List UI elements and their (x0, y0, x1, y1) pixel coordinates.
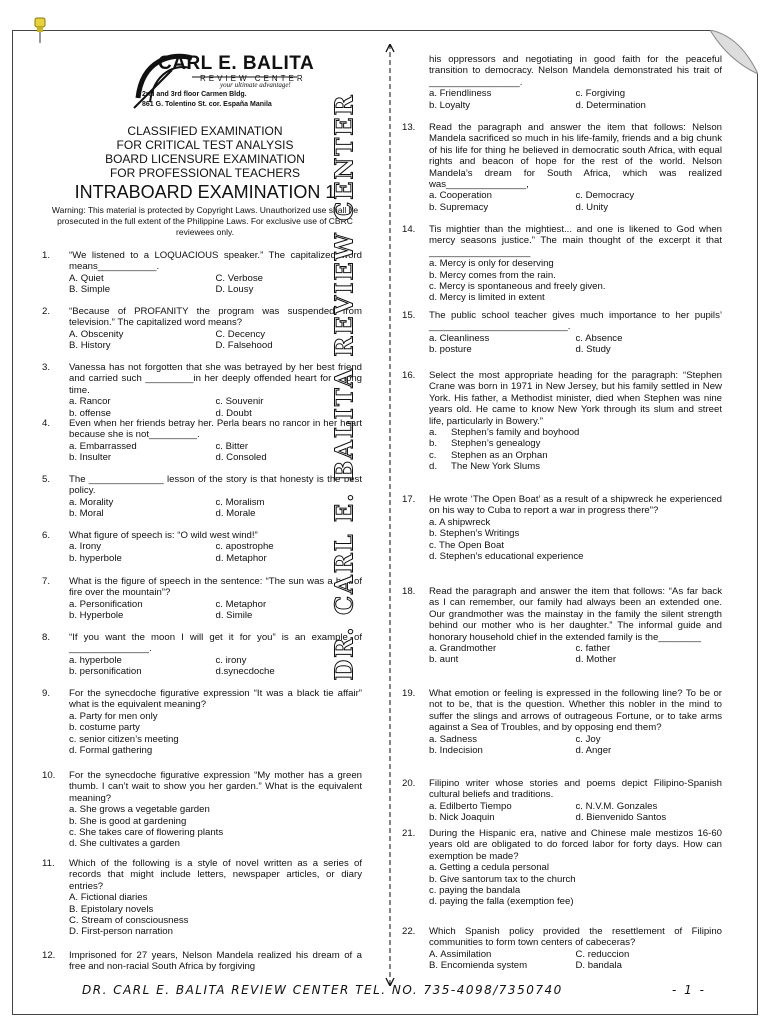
question-number: 1. (42, 250, 51, 261)
question-number: 4. (42, 418, 51, 429)
answer-option: A. Obscenity (69, 328, 124, 340)
answer-options (69, 329, 362, 352)
question-text: Tis mightier than the mightiest... and one is likened to God when mercy seasons justice.” The main thought of the excerpt it that ___________________ (429, 224, 722, 258)
answer-option: b. costume party (69, 722, 140, 734)
answer-option: d. Simile (215, 610, 253, 622)
answer-option: B. History (69, 340, 111, 352)
answer-option: c. Souvenir (215, 396, 264, 408)
question-number: 13. (402, 122, 416, 133)
answer-option: c. She takes care of flowering plants (69, 827, 224, 839)
answer-option: a. Personification (69, 598, 143, 610)
answer-option: b. Supremacy (429, 201, 489, 213)
question-number: 16. (402, 370, 416, 381)
answer-option: b. Stephen’s Writings (429, 528, 520, 540)
question-number: 7. (42, 576, 51, 587)
answer-option: d. (429, 461, 438, 473)
page-number: - 1 - (672, 983, 706, 997)
answer-option: a. Cooperation (429, 190, 492, 202)
question-21 (402, 828, 722, 908)
logo-tagline: your ultimate advantage! (220, 81, 291, 89)
answer-option: b. Give santorum tax to the church (429, 873, 576, 885)
question-text: “If you want the moon I will get it for you” is an example of _______________. (69, 632, 362, 655)
address (142, 90, 272, 110)
header-line-2: FOR CRITICAL TEST ANALYSIS (116, 138, 294, 152)
answer-option: c. apostrophe (215, 541, 274, 553)
answer-option: c. irony (215, 654, 247, 666)
answer-option: c. Moralism (215, 496, 265, 508)
question-text: Imprisoned for 27 years, Nelson Mandela realized his dream of a free and non-racial South Africa by forgiving (69, 950, 362, 973)
question-1 (42, 250, 362, 296)
question-text: He wrote ‘The Open Boat’ as a result of a shipwreck he experienced on his way to Cuba to report a war in progress there”? (429, 494, 722, 517)
question-text: Select the most appropriate heading for the paragraph: “Stephen Crane was born in 1971 in New Jersey, but his family settled in New York. His father, a Methodist minister, died when Stephen was nine years old. He came to know New York through its slum and street life, particularly in Bowery.” (429, 370, 722, 427)
header-line-4: FOR PROFESSIONAL TEACHERS (109, 166, 301, 180)
watermark-text: DR. CARL E. BALITA REVIEW CENTER (329, 93, 359, 681)
answer-option: a. Irony (69, 541, 101, 553)
answer-option: a. Morality (69, 496, 114, 508)
question-18 (402, 586, 722, 666)
question-number: 9. (42, 688, 51, 699)
answer-option: b. offense (69, 407, 111, 419)
answer-options (429, 258, 722, 304)
answer-option: b. aunt (429, 654, 459, 666)
question-2 (42, 306, 362, 352)
question-6 (42, 530, 362, 564)
answer-option: The New York Slums (451, 461, 541, 473)
question-text: Which of the following is a style of novel written as a series of records that might include letters, newspaper articles, or diary entries? (69, 858, 362, 892)
answer-options (429, 517, 722, 563)
logo-subtitle: REVIEW CENTER (200, 74, 306, 83)
answer-option: D. First-person narration (69, 926, 173, 938)
answer-option: d. Formal gathering (69, 745, 153, 757)
answer-option: a. Friendliness (429, 88, 492, 100)
question-text: What is the figure of speech in the sentence: “The sun was a ball of fire over the mountain”? (69, 576, 362, 599)
answer-option: Stephen’s family and boyhood (451, 427, 580, 439)
question-number: 6. (42, 530, 51, 541)
question-text: For the synecdoche figurative expression “My mother has a green thumb. I can’t wait to show you her garden.” What is the equivalent meaning? (69, 770, 362, 804)
answer-option: d. Mercy is limited in extent (429, 292, 545, 304)
question-9 (42, 688, 362, 756)
answer-options (69, 441, 362, 464)
answer-option: A. Assimilation (429, 948, 492, 960)
answer-option: c. senior citizen’s meeting (69, 733, 179, 745)
question-text: Read the paragraph and answer the item that follows: “As far back as I can remember, our family had always been an extended one. Our grandmother was the mainstay in the family the silent strength behind our mother who is her daughter.” The informal guide and honorary household chief in the extended family is the________ (429, 586, 722, 643)
answer-option: c. Mercy is spontaneous and freely given. (429, 281, 606, 293)
answer-option: c. Metaphor (215, 598, 267, 610)
answer-option: B. Epistolary novels (69, 903, 154, 915)
answer-option: B. Encomienda system (429, 960, 528, 972)
question-number: 20. (402, 778, 416, 789)
question-text: “We listened to a LOQUACIOUS speaker.” The capitalized word means___________. (69, 250, 362, 273)
answer-options (429, 734, 722, 757)
answer-options (69, 541, 362, 564)
question-16 (402, 370, 722, 473)
answer-option: d. Anger (575, 745, 612, 757)
answer-option: a. (429, 427, 438, 439)
answer-option: b. Nick Joaquin (429, 812, 495, 824)
answer-options (69, 804, 362, 850)
answer-options (429, 333, 722, 356)
answer-option: d. paying the falla (exemption fee) (429, 896, 574, 908)
answer-option: a. Party for men only (69, 710, 158, 722)
question-12-continued (429, 54, 722, 111)
question-text: What emotion or feeling is expressed in the following line? To be or not to be, that is the question. Whether this nobler in the mind to suffer the slings and arrows of outrageous Fortune, or to take arms against a Sea of Troubles, and by opposing end them? (429, 688, 722, 734)
question-4 (42, 418, 362, 464)
answer-options (429, 801, 722, 824)
question-number: 11. (42, 858, 55, 869)
answer-option: a. Grandmother (429, 643, 497, 655)
answer-option: D. Lousy (215, 284, 254, 296)
question-text: For the synecdoche figurative expression “It was a black tie affair” what is the equivalent meaning? (69, 688, 362, 711)
question-10 (42, 770, 362, 850)
answer-option: a. Rancor (69, 396, 111, 408)
answer-options (429, 949, 722, 972)
question-number: 19. (402, 688, 416, 699)
answer-options (429, 190, 722, 213)
answer-option: b. Insulter (69, 452, 112, 464)
question-number: 10. (42, 770, 56, 781)
exam-title: INTRABOARD EXAMINATION 1 (74, 182, 336, 202)
answer-options (429, 643, 722, 666)
question-number: 2. (42, 306, 51, 317)
answer-option: A. Quiet (69, 272, 104, 284)
question-8 (42, 632, 362, 678)
answer-option: c. father (575, 643, 611, 655)
answer-option: c. The Open Boat (429, 539, 505, 551)
answer-option: C. Decency (215, 328, 266, 340)
question-19 (402, 688, 722, 756)
footer-text: DR. CARL E. BALITA REVIEW CENTER TEL. NO. 735-4098/7350740 (82, 983, 563, 997)
answer-option: c. Democracy (575, 190, 635, 202)
answer-option: C. Verbose (215, 272, 263, 284)
question-text: Filipino writer whose stories and poems depict Filipino-Spanish cultural beliefs and traditions. (429, 778, 722, 801)
answer-option: a. Embarrassed (69, 440, 137, 452)
answer-option: b. posture (429, 344, 472, 356)
answer-option: a. Getting a cedula personal (429, 862, 550, 874)
answer-option: b. She is good at gardening (69, 815, 187, 827)
answer-option: a. Cleanliness (429, 332, 490, 344)
answer-option: d. Unity (575, 201, 609, 213)
answer-option: b. Moral (69, 508, 104, 520)
answer-option: a. Mercy is only for deserving (429, 258, 554, 270)
vertical-watermark (329, 93, 359, 681)
answer-option: c. Forgiving (575, 88, 626, 100)
header-line-3: BOARD LICENSURE EXAMINATION (105, 152, 305, 166)
question-number: 17. (402, 494, 416, 505)
question-number: 21. (402, 828, 416, 839)
question-text: “Because of PROFANITY the program was suspended from television.” The capitalized word means? (69, 306, 362, 329)
answer-option: d. Doubt (215, 407, 252, 419)
answer-option: b. Hyperbole (69, 610, 124, 622)
answer-option: b. Indecision (429, 745, 483, 757)
column-divider (385, 44, 395, 986)
question-5 (42, 474, 362, 520)
answer-options (69, 655, 362, 678)
answer-option: c. Absence (575, 332, 623, 344)
answer-options (69, 892, 362, 938)
question-number: 18. (402, 586, 416, 597)
answer-option: b. Loyalty (429, 99, 471, 111)
answer-option: d. Mother (575, 654, 617, 666)
question-13 (402, 122, 722, 213)
answer-option: d. Morale (215, 508, 256, 520)
address-line-1: 2nd and 3rd floor Carmen Bldg. (142, 91, 247, 98)
answer-option: D. Falsehood (215, 340, 273, 352)
answer-option: d. Study (575, 344, 611, 356)
question-number: 12. (42, 950, 56, 961)
question-number: 3. (42, 362, 51, 373)
question-text: During the Hispanic era, native and Chinese male mestizos 16-60 years old are obligated to do forced labor for forty days. How can exemption be made? (429, 828, 722, 862)
answer-options (429, 88, 722, 111)
question-11 (42, 858, 362, 938)
question-17 (402, 494, 722, 562)
question-number: 5. (42, 474, 51, 485)
answer-option: b. hyperbole (69, 552, 122, 564)
question-15 (402, 310, 722, 356)
question-20 (402, 778, 722, 824)
answer-option: Stephen as an Orphan (451, 449, 548, 461)
answer-option: c. paying the bandala (429, 885, 521, 897)
question-text: Read the paragraph and answer the item that follows: Nelson Mandela sacrificed so much in his life-family, friends and a big chunk of his life for thing he believed in democratic south Africa, with equal rights and beacon of hope for the rest of the world. Nelson Mandela’s dream for South Africa, which was realized was_______________, (429, 122, 722, 191)
question-number: 22. (402, 926, 416, 937)
question-number: 15. (402, 310, 416, 321)
answer-options (69, 711, 362, 757)
answer-option: c. (429, 449, 437, 461)
answer-options (69, 599, 362, 622)
answer-option: C. Stream of consciousness (69, 915, 189, 927)
question-7 (42, 576, 362, 622)
question-text: Vanessa has not forgotten that she was betrayed by her best friend and carried such _________in her deeply offended heart for a long time. (69, 362, 362, 396)
answer-option: c. N.V.M. Gonzales (575, 800, 658, 812)
answer-option: Stephen’s genealogy (451, 438, 541, 450)
address-line-2: 861 G. Tolentino St. cor. España Manila (142, 101, 272, 108)
question-number: 8. (42, 632, 51, 643)
answer-option: d. Consoled (215, 452, 267, 464)
question-text: What figure of speech is: “O wild west wind!” (69, 530, 258, 541)
question-text: The public school teacher gives much importance to her pupils’ __________________________. (429, 310, 722, 333)
answer-option: c. Joy (575, 733, 601, 745)
question-12 (42, 950, 362, 973)
answer-option: d.synecdoche (215, 666, 275, 678)
logo-title: CARL E. BALITA (158, 53, 315, 74)
answer-options (429, 427, 722, 473)
answer-option: B. Simple (69, 284, 111, 296)
answer-option: d. Bienvenido Santos (575, 812, 667, 824)
answer-option: b. (429, 438, 438, 450)
answer-option: a. She grows a vegetable garden (69, 804, 210, 816)
question-14 (402, 224, 722, 304)
question-22 (402, 926, 722, 972)
answer-option: D. bandala (575, 960, 622, 972)
answer-option: b. Mercy comes from the rain. (429, 269, 556, 281)
answer-option: d. Stephen’s educational experience (429, 551, 584, 563)
answer-option: d. Determination (575, 99, 646, 111)
answer-option: a. hyperbole (69, 654, 122, 666)
answer-options (69, 497, 362, 520)
answer-options (69, 396, 362, 419)
question-text: his oppressors and negotiating in good faith for the peaceful transition to democracy. Nelson Mandela demonstrated his trait of _________________. (429, 54, 722, 88)
answer-options (429, 862, 722, 908)
answer-option: a. Sadness (429, 733, 478, 745)
question-text: The ______________ lesson of the story is that honesty is the best policy. (69, 474, 362, 497)
answer-option: d. She cultivates a garden (69, 838, 180, 850)
answer-option: b. personification (69, 666, 142, 678)
answer-option: a. A shipwreck (429, 516, 491, 528)
answer-option: c. Bitter (215, 440, 249, 452)
question-text: Even when her friends betray her. Perla bears no rancor in her heart because she is not_________. (69, 418, 362, 441)
question-text: Which Spanish policy provided the resettlement of Filipino communities to form town centers of cabeceras? (429, 926, 722, 949)
answer-option: A. Fictional diaries (69, 892, 148, 904)
copyright-warning: Warning: This material is protected by Copyright Laws. Unauthorized use shall be prosecuted in the full extent of the Philippine Laws. For exclusive use of CBRC reviewees only. (51, 205, 359, 237)
answer-option: C. reduccion (575, 948, 630, 960)
answer-option: d. Metaphor (215, 552, 267, 564)
pushpin-icon (33, 16, 47, 44)
answer-option: a. Edilberto Tiempo (429, 800, 512, 812)
question-3 (42, 362, 362, 419)
question-number: 14. (402, 224, 416, 235)
answer-options (69, 273, 362, 296)
header-line-1: CLASSIFIED EXAMINATION (127, 124, 283, 138)
